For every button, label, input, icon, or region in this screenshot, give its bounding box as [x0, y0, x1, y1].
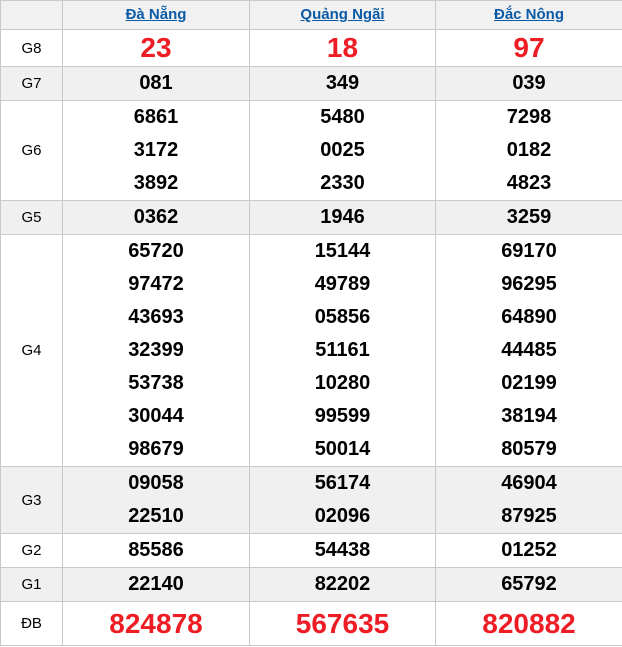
prize-value: 43693: [128, 306, 184, 328]
prize-value: 87925: [501, 505, 557, 527]
prize-value: 56174: [314, 472, 371, 494]
prize-cell: [436, 602, 622, 646]
column-header: [436, 1, 622, 30]
prize-row: [1, 101, 622, 201]
prize-cell: [250, 235, 436, 467]
prize-value: 02096: [314, 505, 371, 527]
prize-value: 22510: [128, 505, 184, 527]
prize-row: [1, 67, 622, 101]
prize-value: 50014: [314, 438, 371, 460]
prize-value: 6861: [133, 106, 179, 128]
prize-value: 46904: [501, 472, 557, 494]
prize-cell: [436, 67, 622, 101]
prize-cell: [63, 235, 250, 467]
prize-value: 3259: [506, 206, 552, 228]
prize-cell: [63, 534, 250, 568]
prize-label: G6: [1, 101, 63, 201]
prize-label: ĐB: [1, 602, 63, 646]
prize-cell: [63, 467, 250, 534]
prize-cell: [436, 467, 622, 534]
prize-value: 0182: [506, 139, 552, 161]
prize-value: 38194: [501, 405, 557, 427]
prize-row: [1, 467, 622, 534]
prize-label: G8: [1, 30, 63, 67]
prize-value: 32399: [128, 339, 184, 361]
prize-value: 23: [140, 32, 172, 63]
prize-value: 65720: [128, 240, 184, 262]
prize-value: 51161: [315, 339, 370, 361]
prize-value: 824878: [109, 608, 203, 639]
prize-value: 96295: [501, 273, 557, 295]
prize-value: 5480: [320, 106, 365, 128]
prize-value: 10280: [314, 372, 371, 394]
prize-value: 53738: [128, 372, 184, 394]
prize-cell: [436, 568, 622, 602]
prize-value: 3892: [133, 172, 179, 194]
prize-value: 49789: [314, 273, 371, 295]
prize-value: 820882: [482, 608, 576, 639]
prize-cell: [63, 30, 250, 67]
prize-cell: [250, 534, 436, 568]
prize-value: 18: [326, 32, 359, 63]
prize-value: 567635: [295, 608, 390, 639]
prize-value: 081: [139, 72, 173, 94]
prize-value: 54438: [314, 539, 371, 561]
prize-cell: [250, 201, 436, 235]
prize-value: 05856: [314, 306, 371, 328]
prize-cell: [63, 602, 250, 646]
prize-cell: [436, 534, 622, 568]
prize-row: [1, 201, 622, 235]
prize-value: 44485: [501, 339, 557, 361]
prize-value: 97472: [128, 273, 184, 295]
prize-value: 01252: [501, 539, 557, 561]
prize-cell: [436, 101, 622, 201]
prize-label: G2: [1, 534, 63, 568]
prize-value: 2330: [320, 172, 365, 194]
column-header: [250, 1, 436, 30]
prize-value: 349: [325, 72, 360, 94]
prize-row: [1, 568, 622, 602]
prize-value: 0025: [320, 139, 365, 161]
prize-cell: [250, 568, 436, 602]
prize-cell: [63, 101, 250, 201]
prize-value: 30044: [128, 405, 184, 427]
prize-cell: [63, 568, 250, 602]
prize-value: 15144: [314, 240, 371, 262]
prize-value: 22140: [128, 573, 184, 595]
prize-cell: [436, 30, 622, 67]
prize-value: 98679: [128, 438, 184, 460]
prize-label: G3: [1, 467, 63, 534]
prize-label: G1: [1, 568, 63, 602]
prize-value: 65792: [501, 573, 557, 595]
prize-cell: [436, 201, 622, 235]
prize-cell: [63, 201, 250, 235]
prize-value: 1946: [320, 206, 365, 228]
prize-label: G7: [1, 67, 63, 101]
prize-value: 99599: [314, 405, 371, 427]
prize-value: 7298: [506, 106, 552, 128]
prize-value: 69170: [501, 240, 557, 262]
results-body: [1, 30, 622, 646]
prize-row: [1, 235, 622, 467]
province-link-quang-ngai[interactable]: Quảng Ngãi: [300, 6, 385, 23]
prize-row: [1, 602, 622, 646]
prize-value: 80579: [501, 438, 557, 460]
province-link-da-nang[interactable]: Đà Nẵng: [125, 6, 187, 23]
prize-value: 0362: [133, 206, 179, 228]
prize-value: 3172: [133, 139, 179, 161]
prize-cell: [250, 67, 436, 101]
prize-value: 02199: [501, 372, 557, 394]
prize-value: 82202: [314, 573, 371, 595]
prize-cell: [250, 101, 436, 201]
prize-value: 97: [513, 32, 545, 63]
column-header: [63, 1, 250, 30]
province-link-dac-nong[interactable]: Đắc Nông: [493, 6, 564, 23]
prize-value: 64890: [501, 306, 557, 328]
prize-value: 039: [512, 72, 546, 94]
prize-cell: [63, 67, 250, 101]
prize-cell: [250, 602, 436, 646]
prize-cell: [250, 467, 436, 534]
prize-label: G5: [1, 201, 63, 235]
header-row: [1, 1, 622, 30]
prize-value: 09058: [128, 472, 184, 494]
prize-value: 85586: [128, 539, 184, 561]
prize-value: 4823: [506, 172, 552, 194]
corner-cell: [1, 1, 63, 30]
prize-cell: [250, 30, 436, 67]
prize-row: [1, 534, 622, 568]
prize-row: [1, 30, 622, 67]
prize-label: G4: [1, 235, 63, 467]
prize-cell: [436, 235, 622, 467]
